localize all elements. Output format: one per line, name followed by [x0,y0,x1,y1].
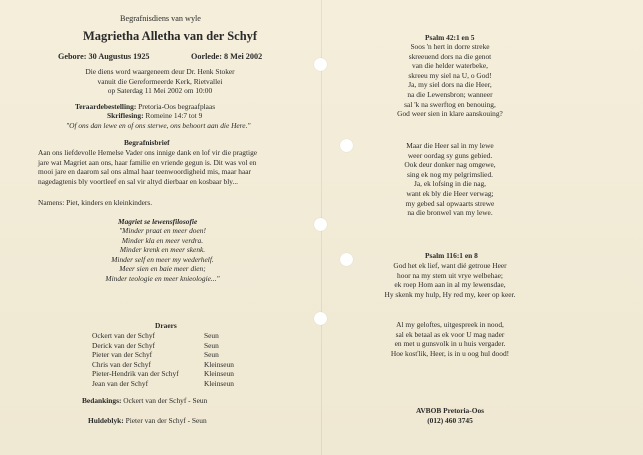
letter-line: nagedagtenis bly voortleef en sal vir altyd dierbaar en kosbaar bly... [38,176,239,186]
bearers-title: Draers [155,321,177,330]
verse-line: na die Lewensbron; wanneer [407,89,493,99]
bearer-relation: Kleinseun [204,369,234,379]
verse-line: God het ek lief, want dié getroue Heer [393,261,507,270]
thanks-value: Ockert van der Schyf - Seun [123,396,208,405]
verse-line: na die bronwel van my lewe. [407,208,493,218]
birth-date: Gebore: 30 Augustus 1925 [58,52,150,61]
service-heading: Begrafnisdiens van wyle [120,14,201,23]
bearer-name: Jean van der Schyf [92,378,149,388]
bearer-row [92,350,234,360]
letter-title: Begrafnisbrief [124,138,170,147]
verse-line: van die helder waterbeke, [412,61,488,71]
bearer-name: Pieter van der Schyf [92,350,153,360]
verse-line: weer oordag sy guns gebied. [407,150,493,160]
bearer-relation: Kleinseun [204,378,234,388]
punch-hole [314,218,327,231]
psalm-116-verse-8 [360,320,540,358]
tribute-label: Huldeblyk: [88,416,124,425]
verse-line: Hy skenk my hulp, Hy red my, keer op keer. [384,289,516,299]
verse-line: skreeu my siel na U, o God! [408,70,492,80]
bearer-row [92,360,234,370]
verse-line: skreeuend dors na die genot [408,51,492,61]
funeral-home-phone: (012) 460 3745 [427,415,473,425]
bearer-relation: Seun [204,350,219,360]
punch-hole [340,253,353,266]
psalm-116-verse-1 [360,261,540,299]
service-line: Die diens word waargeneem deur Dr. Henk Stoker [85,67,235,76]
burial-label: Teraardebestelling: [75,102,137,111]
tribute-value: Pieter van der Schyf - Seun [125,416,207,425]
psalm-116-title: Psalm 116:1 en 8 [425,251,478,260]
death-date: Oorlede: 8 Mei 2002 [191,52,263,61]
punch-hole [314,312,327,325]
verse-line: Ja, my siel dors na die Heer, [408,80,492,90]
verse-line: want ek bly die Heer verwag; [406,188,494,198]
verse-line: Ja, ek lofsing in die nag, [413,179,487,189]
bearer-name: Derick van der Schyf [92,340,156,350]
verse-line: hoor na my stem uit vrye welbehae; [397,270,503,280]
thanks-label: Bedankings: [82,396,122,405]
letter-line: jare wat Magriet aan ons, haar familie en vriende gegun is. Dit was vol en [38,157,257,167]
philosophy-line: Minder self en meer my wederhelf. [111,254,214,264]
tribute-line [88,416,207,426]
verse-line: en met u gunsvolk in u huis vergader. [394,339,506,349]
service-details [60,67,260,96]
bearer-row [92,379,234,389]
philosophy-title: Magriet se lewensfilosofie [118,217,198,226]
funeral-home-name: AVBOB Pretoria-Oos [415,406,485,415]
bearer-name: Ockert van der Schyf [92,331,156,340]
names-line: Namens: Piet, kinders en kleinkinders. [38,198,153,207]
scripture-label: Skriflesing: [107,111,144,120]
service-line: op Saterdag 11 Mei 2002 om 10:00 [107,86,213,96]
scripture-quote: "Of ons dan lewe en of ons sterwe, ons behoort aan die Here." [66,121,251,130]
philosophy-line: Minder kla en meer verdra. [121,235,204,245]
bearer-relation: Seun [204,331,219,340]
verse-line: sal ek betaal as ek voor U mag nader [395,329,505,339]
philosophy-line: "Minder praat en meer doen! [119,226,206,235]
philosophy-lines [80,226,245,284]
letter-line: Aan ons liefdevolle Hemelse Vader ons innige dank en lof vir die pragtige [38,148,258,157]
bearer-row [92,331,234,341]
verse-line: my gebed sal opwaarts strewe [405,198,495,208]
service-line: vanuit die Gereformeerde Kerk, Rietvallei [97,76,223,86]
psalm-42-verse-5 [370,141,530,218]
philosophy-line: Meer sien en baie meer dien; [119,264,206,274]
verse-line: ek roep Hom aan in al my lewensdae, [394,280,506,290]
verse-line: sing ek nog my pelgrimslied. [406,169,493,179]
bearer-name: Pieter-Hendrik van der Schyf [92,369,179,379]
bearer-row [92,369,234,379]
bearer-relation: Seun [204,340,219,350]
verse-line: God weer sien in klare aanskouing? [397,109,503,119]
bearer-name: Chris van der Schyf [92,359,151,369]
bearers-list [92,331,234,389]
verse-line: sal 'k na swerftog en benouing, [404,99,496,109]
scripture-line [107,111,202,121]
psalm-42-verse-1 [370,42,530,119]
scripture-value: Romeine 14:7 tot 9 [145,111,203,120]
verse-line: Al my geloftes, uitgespreek in nood, [396,320,504,329]
verse-line: Ook deur donker nag omgewe, [404,160,496,170]
verse-line: Hoe kosťlik, Heer, is in u oog hul dood! [390,348,510,358]
psalm-42-title: Psalm 42:1 en 5 [425,33,475,42]
thanks-line [82,396,207,406]
bearer-row [92,341,234,351]
deceased-name: Magrietha Alletha van der Schyf [83,29,258,43]
letter-body [38,148,278,186]
burial-value: Pretoria-Oos begraafplaas [138,102,216,111]
philosophy-line: Minder krenk en meer skenk. [119,245,206,255]
letter-line: mooi jare en daarom sal ons almal haar teenwoordigheid mis, maar haar [38,167,252,177]
verse-line: Soos 'n hert in dorre streke [410,42,490,51]
bearer-relation: Kleinseun [204,359,234,369]
punch-hole [340,139,353,152]
philosophy-line: Minder teologie en meer knieologie..." [105,273,220,283]
punch-hole [314,58,327,71]
verse-line: Maar die Heer sal in my lewe [406,141,494,150]
funeral-home [390,406,510,425]
